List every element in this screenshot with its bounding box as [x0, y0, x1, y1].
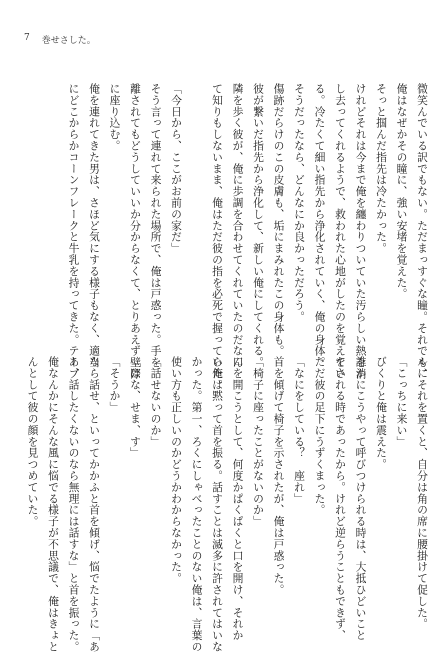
- text-line: 俺はなぜかその瞳に、強い安堵を覚えた。: [395, 83, 409, 300]
- text-line: にどこからかコーンフレークと牛乳を持ってきた。テーブ: [67, 83, 81, 380]
- text-line: そっと掴んだ指先は冷たかった。: [375, 83, 388, 254]
- text-line: 「今日から、ここがお前の家だ」: [170, 83, 183, 254]
- text-line: 「話せないのか」: [149, 356, 163, 448]
- text-line: 「こっちに来い」: [395, 356, 409, 448]
- text-line: 微笑んでいる訳でもない。ただまっすぐな瞳。それでも、: [416, 83, 429, 380]
- text-line: 「はな、せま、す」: [129, 356, 142, 459]
- text-line: ルにそれを置くと、自分は角の席に腰掛けて促した。: [416, 356, 429, 630]
- text-line: んとして彼の顔を見つめていた。: [26, 356, 40, 527]
- text-line: 「椅子に座ったことがないのか」: [252, 356, 265, 527]
- page-header: [24, 33, 96, 46]
- page-number: 7: [24, 33, 30, 43]
- text-line: 「なにをしている？ 座れ」: [293, 356, 306, 505]
- text-block-bottom: [22, 356, 432, 652]
- text-line: 傷跡だらけのこの皮膚も、垢にまみれたこの身体も。: [272, 83, 286, 357]
- text-line: 俺なんかにそんな風に悩でる様子が不思議で、俺はきょと: [47, 356, 60, 652]
- text-line: て知りもしないまま、俺はただ彼の指を必死で握っていた。: [211, 83, 224, 391]
- text-line: そう言って連れて来られた場所で、俺は戸惑った。手を: [149, 83, 163, 368]
- text-line: し去ってくれるようで、救われた心地がしたのを覚えてい: [334, 83, 347, 380]
- text-line: 首を傾げて椅子を示されたが、俺は戸惑った。: [272, 356, 286, 596]
- text-line: そうだったなら、どんなにか良かっただろう。: [293, 83, 306, 323]
- text-line: をされる時であったから。けれど逆らうこともできず、: [334, 356, 347, 641]
- text-line: 離されてもどうしていいか分からなくて、とりあえず壁際: [129, 83, 142, 380]
- text-line: に座り込む。: [108, 83, 122, 152]
- text-line: 彼が繋いだ指先から浄化して、新しい俺にしてくれる。: [252, 83, 265, 368]
- text-line: かった。第一、ろくにしゃべったことのない俺は、言葉の: [190, 356, 204, 652]
- running-title: 巻せさした。: [41, 36, 96, 46]
- text-line: 口を開こうとして、何度かぱくぱくと口を開け、それか: [231, 356, 245, 641]
- text-line: けれどそれは今まで俺を纏わりついていた汚らしい熱を消: [354, 83, 368, 380]
- text-line: 「そうか」: [108, 356, 122, 413]
- text-line: 隣を歩く彼が、俺に歩調を合わせてくれていたのだなん: [231, 83, 245, 368]
- text-line: びくりと俺は震えた。: [375, 356, 388, 470]
- text-line: 誰かにこうやって呼びつけられる時は、大抵ひどいこと: [354, 356, 368, 641]
- text-line: ら俺は黙って首を振る。話すことは滅多に許されてはいな: [211, 356, 224, 652]
- text-line: る。冷たくて細い指先から浄化されていく、俺の身体。: [313, 83, 327, 368]
- text-line: なら話せ、といってかかふと首を傾げ、悩でたように「あ: [88, 356, 101, 652]
- text-line: 使い方も正しいのかどうかわからなかった。: [170, 356, 183, 584]
- text-line: あ、話したくないのなら無理には話すな」と首を振った。: [67, 356, 81, 652]
- text-line: 俺を連れてきた男は、さほど気にする様子もなく、適当: [88, 83, 101, 368]
- text-line: ただ彼の足下にうずくまった。: [313, 356, 327, 516]
- text-line: [186, 83, 207, 316]
